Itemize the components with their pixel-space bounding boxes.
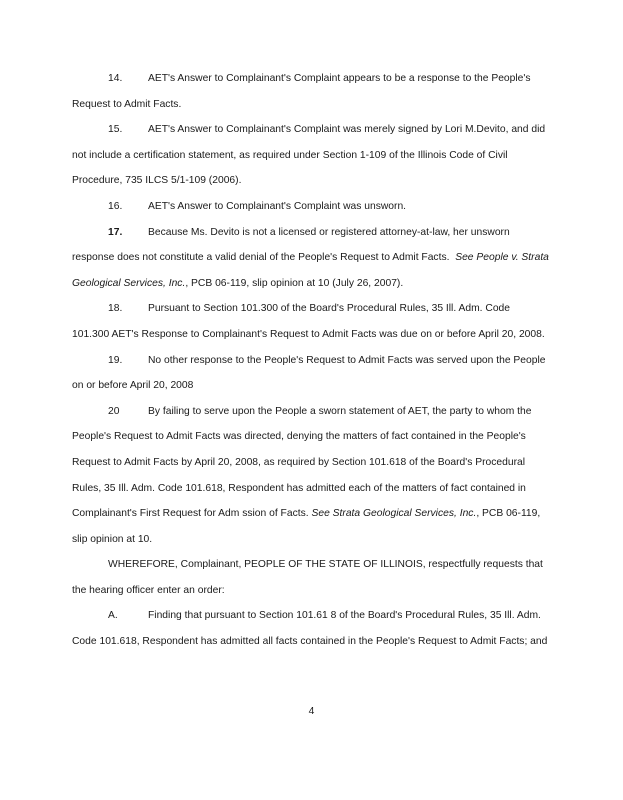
paragraph-19 [72, 348, 550, 399]
document-body [72, 66, 550, 655]
paragraph-number: 15. [108, 124, 123, 136]
paragraph-17 [72, 220, 550, 297]
citation-detail: , PCB 06-119, slip opinion at 10. [72, 508, 541, 545]
paragraph-14 [72, 66, 550, 117]
paragraph-text: No other response to the People's Request to Admit Facts was served upon the People on or before April 20, 2008 [72, 354, 546, 392]
paragraph-text: Because Ms. Devito is not a licensed or registered attorney-at-law, her unsworn response does not constitute a valid denial of the People's Request to Admit Facts. [72, 226, 510, 264]
page-number: 4 [308, 706, 315, 717]
paragraph-number: 20 [108, 405, 120, 417]
relief-item-a [72, 603, 550, 654]
citation-detail: , PCB 06-119, slip opinion at 10 (July 26, 2007). [185, 277, 404, 289]
paragraph-number: 17. [108, 226, 123, 238]
paragraph-number: 16. [108, 200, 123, 212]
paragraph-16 [72, 194, 550, 220]
paragraph-text: Pursuant to Section 101.300 of the Board's Procedural Rules, 35 Ill. Adm. Code 101.300 AET's Response to Complainant's Request to Admit Facts was due on or before April 20, 2008. [72, 303, 545, 340]
relief-letter: A. [108, 610, 118, 622]
wherefore-text: WHEREFORE, Complainant, PEOPLE OF THE STATE OF ILLINOIS, respectfully requests that the hearing officer enter an order: [72, 559, 543, 596]
paragraph-text: AET's Answer to Complainant's Complaint was unsworn. [148, 200, 407, 212]
paragraph-20 [72, 399, 550, 553]
case-citation: See Strata Geological Services, Inc. [311, 508, 477, 520]
paragraph-number: 18. [108, 303, 123, 315]
paragraph-15 [72, 117, 550, 194]
wherefore-clause [72, 552, 550, 603]
case-citation: People v. Strata Geological Services, Inc. [72, 252, 549, 289]
see-signal: See [455, 252, 474, 264]
paragraph-text: AET's Answer to Complainant's Complaint was merely signed by Lori M.Devito, and did not include a certification statement, as required under Section 1-109 of the Illinois Code of Civil Procedure, 735 ILCS 5/1-109 (2006). [72, 124, 546, 187]
paragraph-text: AET's Answer to Complainant's Complaint appears to be a response to the People's Request to Admit Facts. [72, 73, 531, 110]
paragraph-number: 19. [108, 354, 123, 366]
paragraph-number: 14. [108, 73, 123, 84]
paragraph-18 [72, 296, 550, 347]
paragraph-text: By failing to serve upon the People a sworn statement of AET, the party to whom the People's Request to Admit Facts was directed, denying the matters of fact contained in the People's Request to Admit Facts by April 20, 2008, as required by Section 101.618 of the Board's Procedural Rules, 35 Ill. Adm. Code 101.618, Respondent has admitted each of the matters of fact contained in Complainant's First Request for Adm ssion of Facts. [72, 405, 532, 520]
relief-text: Finding that pursuant to Section 101.61 8 of the Board's Procedural Rules, 35 Ill. Adm. Code 101.618, Respondent has admitted all facts contained in the People's Request to Admit Facts; and [72, 610, 548, 648]
